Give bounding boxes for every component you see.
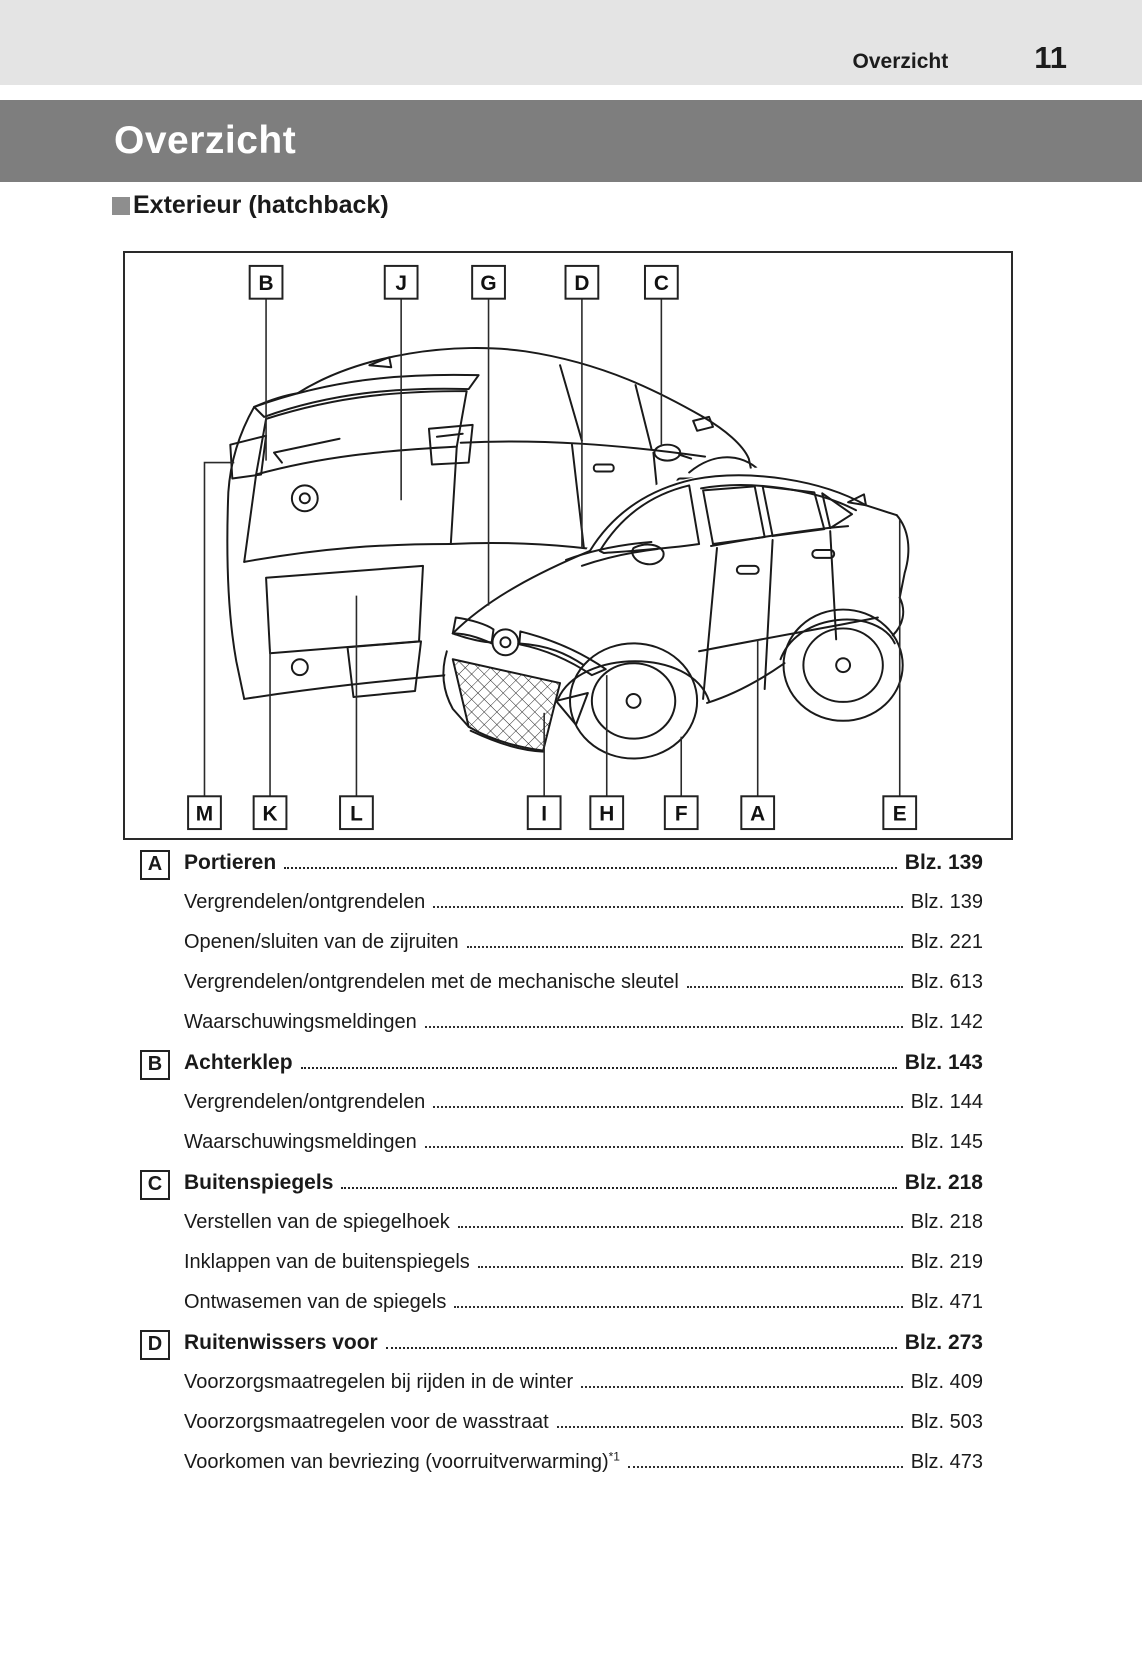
svg-text:D: D: [574, 272, 590, 296]
svg-text:K: K: [262, 802, 278, 826]
toc-sub-entry: [184, 971, 983, 998]
toc-sub-entry: [184, 931, 983, 958]
square-bullet-icon: [112, 197, 130, 215]
toc-section-achterklep: [140, 1051, 983, 1078]
toc-page-ref: Blz. 139: [910, 891, 983, 913]
toc-page-ref: Blz. 273: [904, 1331, 983, 1354]
svg-text:C: C: [653, 272, 669, 296]
toc-dots: [433, 1103, 902, 1108]
toc-sub-title: Inklappen van de buitenspiegels: [184, 1251, 470, 1273]
toc-page-ref: Blz. 221: [910, 931, 983, 953]
diagram-label-L: [340, 796, 373, 829]
toc-dots: [557, 1423, 903, 1428]
toc-page-ref: Blz. 471: [910, 1291, 983, 1313]
toc-dots: [433, 903, 902, 908]
toc-sub-title: Verstellen van de spiegelhoek: [184, 1211, 450, 1233]
toc-letter-box-B: B: [140, 1050, 170, 1080]
front-car-drawing: [443, 467, 915, 759]
toc-sub-title: Vergrendelen/ontgrendelen: [184, 1091, 426, 1113]
diagram-label-H: [590, 796, 623, 829]
toc-sub-title-text: Voorkomen van bevriezing (voorruitverwarming): [184, 1451, 609, 1473]
toc-sub-title: Voorzorgsmaatregelen bij rijden in de winter: [184, 1371, 574, 1393]
toc-page-ref: Blz. 218: [910, 1211, 983, 1233]
toc-page-ref: Blz. 218: [904, 1171, 983, 1194]
exterior-diagram-frame: [123, 251, 1013, 840]
diagram-label-I: [528, 796, 561, 829]
diagram-label-M: [188, 796, 221, 829]
toc-section-buitenspiegels: [140, 1171, 983, 1198]
svg-text:I: I: [541, 802, 548, 826]
svg-text:F: F: [674, 802, 688, 826]
toc-page-ref: Blz. 143: [904, 1051, 983, 1074]
toc-page-ref: Blz. 503: [910, 1411, 983, 1433]
toc-sub-entry: [184, 1411, 983, 1438]
toc-sub-entry: [184, 1451, 983, 1478]
toc-sub-entry: [184, 1131, 983, 1158]
toc-sub-entry: [184, 1091, 983, 1118]
toc-sub-title: Openen/sluiten van de zijruiten: [184, 931, 459, 953]
svg-text:E: E: [892, 802, 907, 826]
svg-text:A: A: [750, 802, 766, 826]
toc-sub-title: Waarschuwingsmeldingen: [184, 1011, 417, 1033]
toc-sub-entry: [184, 1371, 983, 1398]
toc-page-ref: Blz. 613: [910, 971, 983, 993]
toc-sub-entry: [184, 1211, 983, 1238]
footnote-marker: *1: [608, 1449, 620, 1464]
svg-text:L: L: [350, 802, 363, 826]
svg-text:J: J: [395, 272, 407, 296]
toc-section-title: Achterklep: [184, 1051, 293, 1074]
toc-sub-title: Waarschuwingsmeldingen: [184, 1131, 417, 1153]
toc-section-title: Portieren: [184, 851, 277, 874]
toc-letter-box-C: C: [140, 1170, 170, 1200]
toc-dots: [425, 1143, 903, 1148]
toc-section-portieren: [140, 851, 983, 878]
toc-sub-entry: [184, 891, 983, 918]
svg-text:H: H: [599, 802, 615, 826]
diagram-label-B: [250, 266, 283, 299]
toc-dots: [454, 1303, 902, 1308]
toc-dots: [341, 1184, 896, 1189]
toc-sub-title: Voorzorgsmaatregelen voor de wasstraat: [184, 1411, 549, 1433]
toc-dots: [478, 1263, 903, 1268]
toc-dots: [581, 1383, 903, 1388]
toc-letter-box-A: A: [140, 850, 170, 880]
toc-page-ref: Blz. 144: [910, 1091, 983, 1113]
toc-dots: [425, 1023, 903, 1028]
section-heading-label: Exterieur (hatchback): [133, 191, 389, 219]
page-header-band: [0, 0, 1142, 85]
svg-text:B: B: [258, 272, 274, 296]
diagram-label-D: [566, 266, 599, 299]
diagram-label-C: [645, 266, 678, 299]
exterior-diagram-svg: [125, 253, 1011, 838]
toc-section-title: Ruitenwissers voor: [184, 1331, 378, 1354]
toc-sub-title: Vergrendelen/ontgrendelen: [184, 891, 426, 913]
diagram-label-F: [665, 796, 698, 829]
toc-letter-box-D: D: [140, 1330, 170, 1360]
toc-dots: [301, 1064, 897, 1069]
toc-dots: [628, 1463, 903, 1468]
svg-text:G: G: [480, 272, 497, 296]
toc-page-ref: Blz. 142: [910, 1011, 983, 1033]
toc-sub-title: Ontwasemen van de spiegels: [184, 1291, 447, 1313]
diagram-label-E: [883, 796, 916, 829]
header-page-number: 11: [1034, 40, 1067, 75]
diagram-label-J: [385, 266, 418, 299]
toc-page-ref: Blz. 145: [910, 1131, 983, 1153]
svg-text:M: M: [195, 802, 214, 826]
chapter-banner: [0, 100, 1142, 182]
toc-dots: [386, 1344, 897, 1349]
section-heading: [112, 191, 389, 220]
diagram-label-G: [472, 266, 505, 299]
toc-sub-title: Vergrendelen/ontgrendelen met de mechanische sleutel: [184, 971, 679, 993]
toc-sub-entry: [184, 1251, 983, 1278]
toc-dots: [687, 983, 903, 988]
toc-dots: [467, 943, 903, 948]
toc-page-ref: Blz. 219: [910, 1251, 983, 1273]
chapter-banner-title: Overzicht: [114, 119, 297, 162]
diagram-label-A: [741, 796, 774, 829]
toc-page-ref: Blz. 409: [910, 1371, 983, 1393]
toc-sub-entry: [184, 1291, 983, 1318]
toc-dots: [458, 1223, 903, 1228]
toc-page-ref: Blz. 473: [910, 1451, 983, 1473]
toc-section-ruitenwissers: [140, 1331, 983, 1358]
toc-section-title: Buitenspiegels: [184, 1171, 334, 1194]
diagram-label-K: [254, 796, 287, 829]
toc-list: [140, 851, 983, 1491]
toc-sub-title: [184, 1451, 620, 1474]
toc-sub-entry: [184, 1011, 983, 1038]
toc-dots: [284, 864, 897, 869]
toc-page-ref: Blz. 139: [904, 851, 983, 874]
header-section-title: Overzicht: [852, 50, 949, 73]
